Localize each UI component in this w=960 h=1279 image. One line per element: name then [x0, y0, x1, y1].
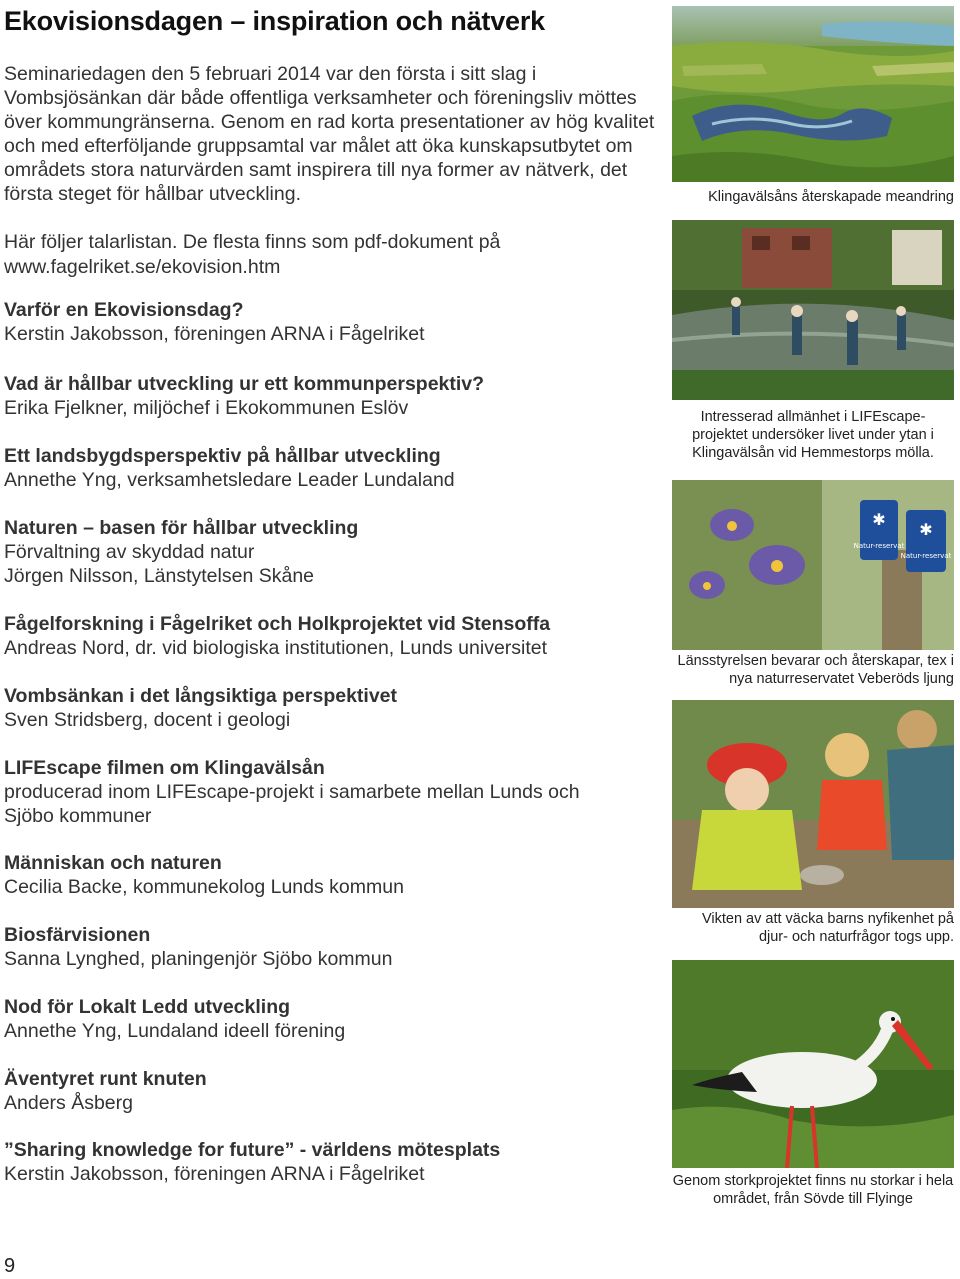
talk-item: [4, 1067, 664, 1115]
talk-title: Människan och naturen: [4, 852, 222, 874]
talk-title: Fågelforskning i Fågelriket och Holkprojektet vid Stensoffa: [4, 613, 551, 635]
figure-reserve: [672, 480, 954, 690]
talk-item: [4, 851, 664, 899]
talk-item: [4, 756, 624, 828]
river-people-photo: [672, 220, 954, 400]
figure-river: [672, 220, 954, 465]
talk-title: Biosfärvisionen: [4, 924, 151, 946]
talk-item: [4, 923, 664, 971]
talk-title: LIFEscape filmen om Klingavälsån: [4, 757, 325, 779]
pasqueflower-reserve-sign-photo: [672, 480, 954, 650]
talk-speaker: producerad inom LIFEscape-projekt i samarbete mellan Lunds och Sjöbo kommuner: [4, 781, 580, 827]
talk-item: [4, 995, 664, 1043]
talk-speaker: Cecilia Backe, kommunekolog Lunds kommun: [4, 876, 404, 898]
sign-text: Natur-reservat: [900, 552, 952, 560]
talk-speaker: Anders Åsberg: [4, 1092, 133, 1114]
svg-text:✱: ✱: [872, 510, 886, 529]
figure-children: [672, 700, 954, 950]
page-number: 9: [4, 1255, 16, 1277]
talk-item: [4, 298, 664, 346]
intro-paragraph: Seminariedagen den 5 februari 2014 var den första i sitt slag i Vombsjösänkan där både offentliga verksamheter och föreningsliv möttes över kommungränserna. Genom en rad korta presentationer av hög kvalitet och med efterföljande gruppsamtal var målet att öka kunskapsutbytet om områdets stora naturvärden samt inspirera till nya former av nätverk, det första steget för hållbar utveckling.: [4, 63, 655, 205]
talk-speaker: Annethe Yng, Lundaland ideell förening: [4, 1020, 346, 1042]
talk-title: Varför en Ekovisionsdag?: [4, 299, 244, 321]
page-title: Ekovisionsdagen – inspiration och nätverk: [4, 6, 545, 36]
figure-caption: Vikten av att väcka barns nyfikenhet på djur- och naturfrågor togs upp.: [701, 911, 954, 945]
talk-item: [4, 516, 664, 588]
aerial-wetland-photo: [672, 6, 954, 182]
talk-speaker: Erika Fjelkner, miljöchef i Ekokommunen Eslöv: [4, 397, 409, 419]
talk-item: [4, 444, 664, 492]
talk-speaker: Sanna Lynghed, planingenjör Sjöbo kommun: [4, 948, 393, 970]
figure-caption: Genom storkprojektet finns nu storkar i hela området, från Sövde till Flyinge: [672, 1173, 954, 1207]
talk-title: Nod för Lokalt Ledd utveckling: [4, 996, 291, 1018]
talk-speaker: Förvaltning av skyddad natur Jörgen Nilsson, Länstytelsen Skåne: [4, 541, 315, 587]
talk-title: Äventyret runt knuten: [4, 1068, 207, 1090]
figure-caption: Klingavälsåns återskapade meandring: [708, 189, 954, 205]
figure-stork: [672, 960, 954, 1210]
talk-item: [4, 684, 664, 732]
talk-title: Ett landsbygdsperspektiv på hållbar utveckling: [4, 445, 441, 467]
talk-title: Vombsänkan i det långsiktiga perspektivet: [4, 685, 398, 707]
talk-item: [4, 1138, 664, 1186]
children-exploring-photo: [672, 700, 954, 908]
figure-aerial: [672, 6, 954, 212]
svg-text:✱: ✱: [919, 520, 933, 539]
talk-speaker: Sven Stridsberg, docent i geologi: [4, 709, 291, 731]
talk-item: [4, 612, 664, 660]
talk-title: Vad är hållbar utveckling ur ett kommunperspektiv?: [4, 373, 485, 395]
white-stork-photo: [672, 960, 954, 1168]
talk-speaker: Kerstin Jakobsson, föreningen ARNA i Fågelriket: [4, 1163, 425, 1185]
talk-title: Naturen – basen för hållbar utveckling: [4, 517, 359, 539]
talk-speaker: Annethe Yng, verksamhetsledare Leader Lundaland: [4, 469, 455, 491]
figure-caption: Länsstyrelsen bevarar och återskapar, tex i nya naturreservatet Veberöds ljung: [677, 653, 954, 687]
talk-speaker: Kerstin Jakobsson, föreningen ARNA i Fågelriket: [4, 323, 425, 345]
speakers-intro: Här följer talarlistan. De flesta finns som pdf-dokument på www.fagelriket.se/ekovision.htm: [4, 231, 501, 278]
talk-title: ”Sharing knowledge for future” - världens mötesplats: [4, 1139, 501, 1161]
talk-item: [4, 372, 664, 420]
figure-caption: Intresserad allmänhet i LIFEscape-projektet undersöker livet under ytan i Klingavälsån vid Hemmestorps mölla.: [692, 409, 934, 461]
talk-speaker: Andreas Nord, dr. vid biologiska institutionen, Lunds universitet: [4, 637, 548, 659]
sign-text: Natur-reservat: [853, 542, 905, 550]
